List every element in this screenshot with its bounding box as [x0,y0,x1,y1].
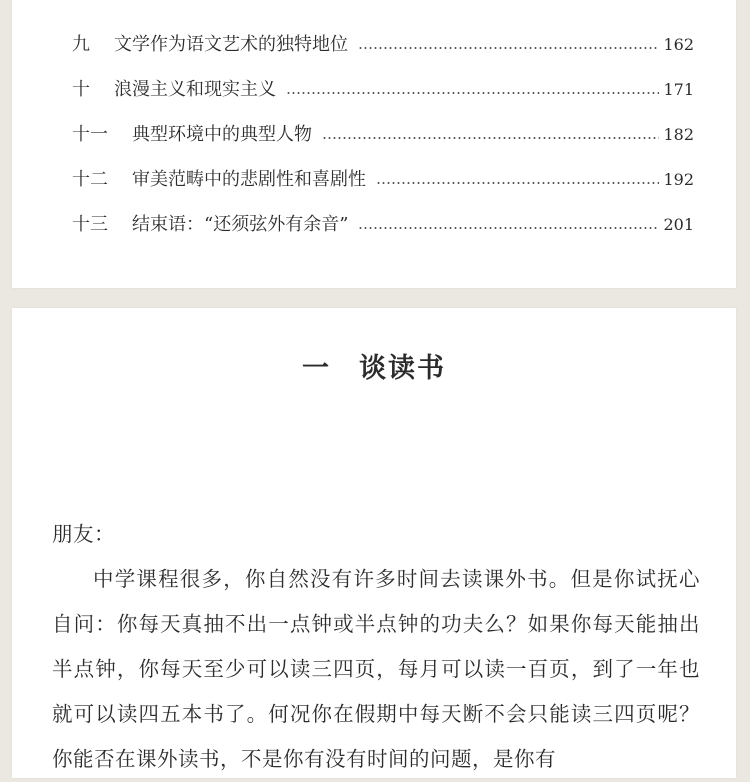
toc-entry-title: 审美范畴中的悲剧性和喜剧性 [132,169,366,190]
letter-body [52,512,700,782]
toc-entry-number: 十一 [72,124,108,145]
chapter-number: 一 [302,353,331,384]
toc-entry-page: 171 [663,80,694,99]
chapter-page-card [12,308,736,778]
toc-entry-page: 162 [663,35,694,54]
toc-entry-8[interactable] [72,0,694,5]
toc-leader-dots [358,47,659,49]
toc-entry-13[interactable] [72,211,694,239]
toc-leader-dots [322,137,659,139]
letter-salutation: 朋友： [52,522,115,546]
toc-entry-10[interactable] [72,76,694,104]
toc-entry-page: 182 [663,125,694,144]
toc-entry-number: 十二 [72,169,108,190]
toc-entry-9[interactable] [72,31,694,59]
toc-entry-number [72,0,114,5]
letter-paragraph: 中学课程很多，你自然没有许多时间去读课外书。但是你试抚心自问：你每天真抽不出一点钟或半点钟的功夫么？如果你每天能抽出半点钟，你每天至少可以读三四页，每月可以读一百页，到了一年也就可以读四五本书了。何况你在假期中每天断不会只能读三四页呢？你能否在课外读书，不是你有没有时间的问题，是你有 [52,567,700,771]
toc-leader-dots [376,182,659,184]
toc-leader-dots [358,227,659,229]
table-of-contents-card [12,0,736,288]
toc-entry-page: 201 [663,215,694,234]
toc-entry-page: 192 [663,170,694,189]
toc-entry-title: 浪漫主义和现实主义 [114,79,276,100]
toc-entry-title: 文学作为语文艺术的独特地位 [114,34,348,55]
toc-entry-title [114,0,312,5]
toc-entry-11[interactable] [72,121,694,149]
chapter-title: 谈读书 [359,353,446,384]
toc-entry-number: 九 [72,34,90,55]
toc-entry-12[interactable] [72,166,694,194]
chapter-heading [12,346,736,385]
toc-entry-number: 十 [72,79,90,100]
toc-entry-number: 十三 [72,214,108,235]
toc-leader-dots [286,92,659,94]
toc-entry-title: 结束语：“还须弦外有余音” [132,214,349,235]
toc-entry-page [663,0,694,5]
toc-entry-title: 典型环境中的典型人物 [132,124,312,145]
